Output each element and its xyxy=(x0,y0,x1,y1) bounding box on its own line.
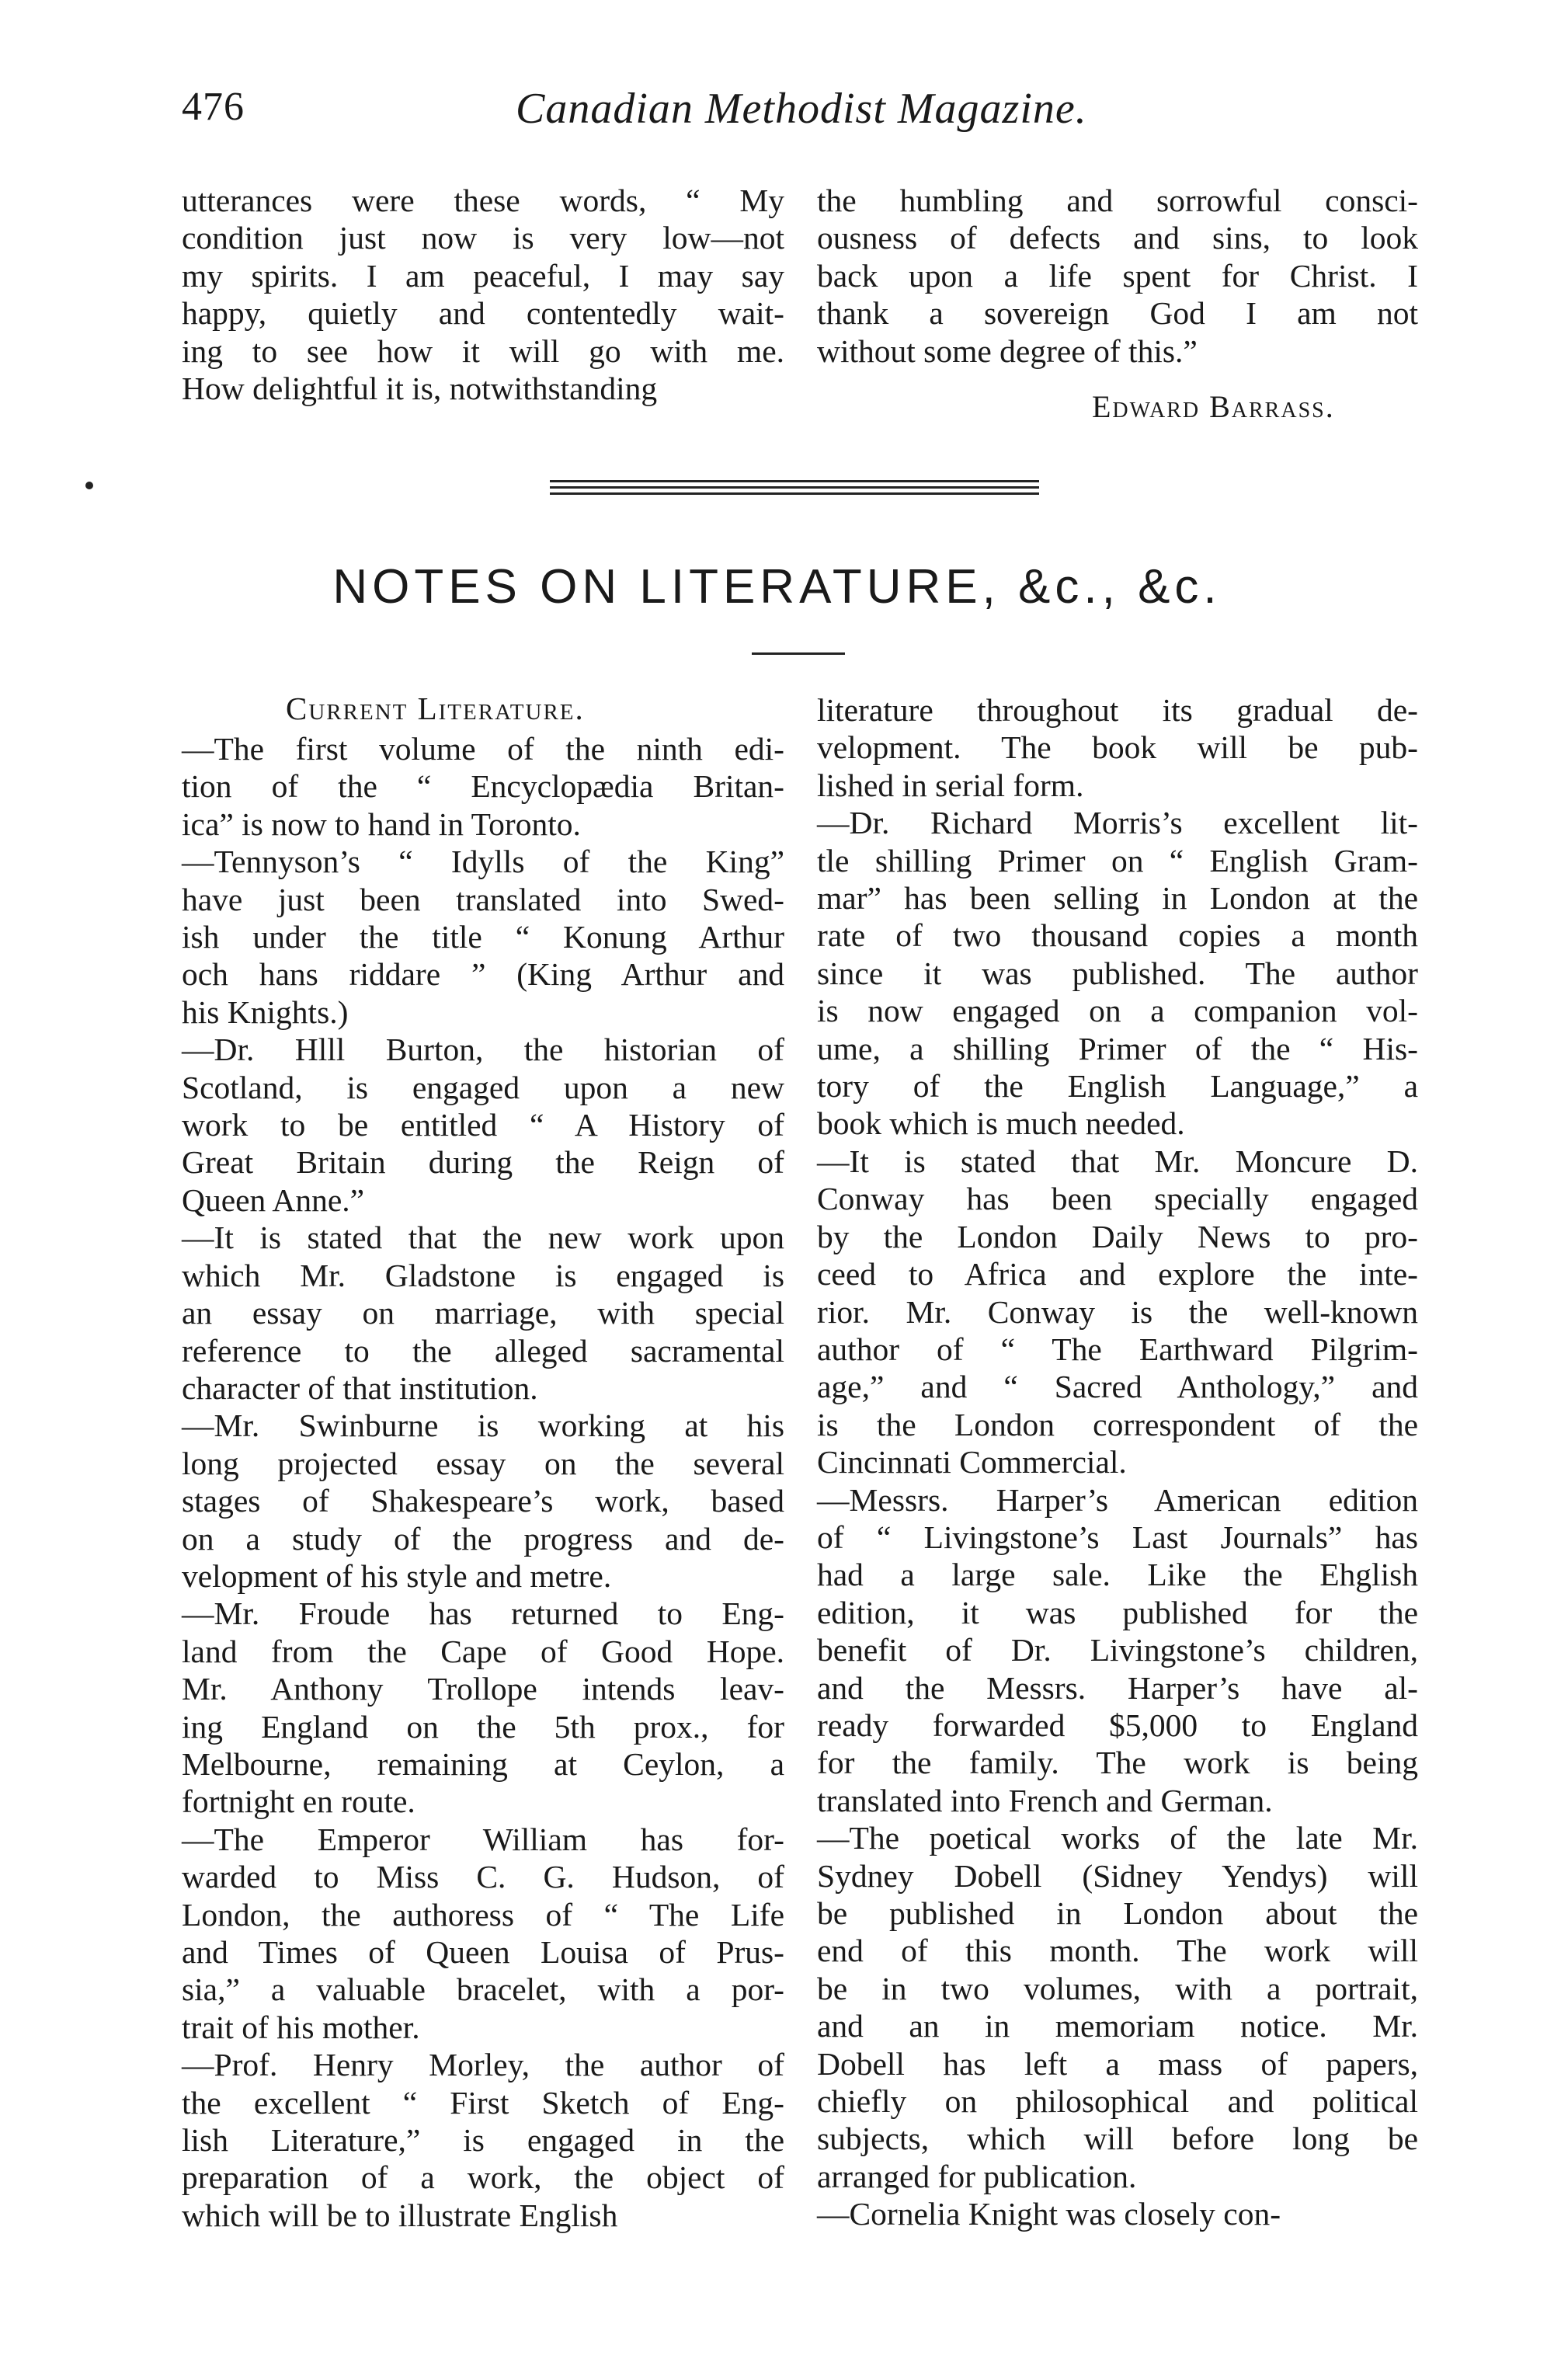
text-line: fortnight en route. xyxy=(182,1783,415,1820)
text-line: character of that institution. xyxy=(182,1369,538,1406)
text-line: subjects, which will before long be xyxy=(817,2121,1418,2157)
text-line: —It is stated that the new work upon xyxy=(182,1220,784,1256)
text-line: condition just now is very low—not xyxy=(182,220,784,256)
text-line: sia,” a valuable bracelet, with a por- xyxy=(182,1971,784,2008)
text-line: How delightful it is, notwithstanding xyxy=(182,371,658,407)
text-line: had a large sale. Like the Ehglish xyxy=(817,1557,1418,1593)
text-line: and an in memoriam notice. Mr. xyxy=(817,2008,1418,2044)
text-line: —It is stated that Mr. Moncure D. xyxy=(817,1143,1418,1179)
text-line: be in two volumes, with a portrait, xyxy=(817,1970,1418,2006)
running-head xyxy=(182,84,1424,146)
running-title: Canadian Methodist Magazine. xyxy=(516,85,1087,133)
text-line: is now engaged on a companion vol- xyxy=(817,993,1418,1029)
text-line: arranged for publication. xyxy=(817,2158,1137,2194)
text-line: the excellent “ First Sketch of Eng- xyxy=(182,2084,784,2121)
text-line: benefit of Dr. Livingstone’s children, xyxy=(817,1632,1418,1668)
text-line: Queen Anne.” xyxy=(182,1181,365,1218)
text-line: —The Emperor William has for- xyxy=(182,1821,784,1857)
text-line: stages of Shakespeare’s work, based xyxy=(182,1483,784,1519)
text-line: for the family. The work is being xyxy=(817,1745,1418,1781)
text-line: rate of two thousand copies a month xyxy=(817,917,1418,954)
text-line: —Dr. Hlll Burton, the historian of xyxy=(182,1032,784,1068)
text-line: ume, a shilling Primer of the “ His- xyxy=(817,1030,1418,1066)
text-line: —Messrs. Harper’s American edition xyxy=(817,1481,1418,1518)
text-line: be published in London about the xyxy=(817,1895,1418,1931)
text-line: reference to the alleged sacramental xyxy=(182,1332,784,1369)
text-line: lished in serial form. xyxy=(817,767,1084,803)
text-line: warded to Miss C. G. Hudson, of xyxy=(182,1859,784,1895)
text-line: translated into French and German. xyxy=(817,1782,1273,1818)
text-line: Cincinnati Commercial. xyxy=(817,1444,1127,1481)
text-line: work to be entitled “ A History of xyxy=(182,1107,784,1143)
text-line: ceed to Africa and explore the inte- xyxy=(817,1256,1418,1293)
section-subheading: Current Literature. xyxy=(286,691,585,726)
text-line: thank a sovereign God I am not xyxy=(817,295,1418,332)
text-line: tion of the “ Encyclopædia Britan- xyxy=(182,768,784,805)
text-line: —Cornelia Knight was closely con- xyxy=(817,2196,1281,2232)
text-line: tory of the English Language,” a xyxy=(817,1068,1418,1105)
text-line: Great Britain during the Reign of xyxy=(182,1144,784,1181)
signature: Edward Barrass. xyxy=(1092,389,1335,424)
text-line: is the London correspondent of the xyxy=(817,1406,1418,1442)
text-line: his Knights.) xyxy=(182,993,349,1030)
text-line: happy, quietly and contentedly wait- xyxy=(182,295,784,332)
page-number: 476 xyxy=(182,85,245,129)
text-line: author of “ The Earthward Pilgrim- xyxy=(817,1331,1418,1367)
text-line: —Dr. Richard Morris’s excellent lit- xyxy=(817,805,1418,841)
text-line: —The first volume of the ninth edi- xyxy=(182,731,784,767)
text-line: —Prof. Henry Morley, the author of xyxy=(182,2047,784,2083)
text-line: end of this month. The work will xyxy=(817,1933,1418,1969)
text-line: ousness of defects and sins, to look xyxy=(817,220,1418,256)
text-line: back upon a life spent for Christ. I xyxy=(817,257,1418,294)
text-line: velopment. The book will be pub- xyxy=(817,729,1418,766)
section-divider xyxy=(550,480,1039,499)
text-line: preparation of a work, the object of xyxy=(182,2159,784,2196)
text-line: Dobell has left a mass of papers, xyxy=(817,2045,1418,2082)
text-line: Melbourne, remaining at Ceylon, a xyxy=(182,1745,784,1782)
text-line: London, the authoress of “ The Life xyxy=(182,1896,784,1933)
text-line: ing England on the 5th prox., for xyxy=(182,1708,784,1745)
text-line: edition, it was published for the xyxy=(817,1594,1418,1630)
margin-dot xyxy=(85,482,93,489)
text-line: age,” and “ Sacred Anthology,” and xyxy=(817,1369,1418,1405)
text-line: of “ Livingstone’s Last Journals” has xyxy=(817,1519,1418,1555)
title-rule xyxy=(752,652,845,655)
text-line: since it was published. The author xyxy=(817,955,1418,991)
text-line: ing to see how it will go with me. xyxy=(182,332,784,369)
top-left-column xyxy=(182,182,784,407)
text-line: chiefly on philosophical and political xyxy=(817,2083,1418,2120)
text-line: utterances were these words, “ My xyxy=(182,183,784,218)
text-line: Conway has been specially engaged xyxy=(817,1181,1418,1217)
text-line: ish under the title “ Konung Arthur xyxy=(182,919,784,955)
text-line: have just been translated into Swed- xyxy=(182,881,784,917)
text-line: velopment of his style and metre. xyxy=(182,1557,612,1594)
text-line: mar” has been selling in London at the xyxy=(817,880,1418,917)
top-right-column xyxy=(817,182,1418,370)
section-title: NOTES ON LITERATURE, &c., &c. xyxy=(332,560,1222,614)
text-line: lish Literature,” is engaged in the xyxy=(182,2122,784,2159)
text-line: trait of his mother. xyxy=(182,2009,420,2045)
text-line: which Mr. Gladstone is engaged is xyxy=(182,1257,784,1293)
text-line: which will be to illustrate English xyxy=(182,2197,618,2233)
text-line: Mr. Anthony Trollope intends leav- xyxy=(182,1671,784,1707)
text-line: the humbling and sorrowful consci- xyxy=(817,183,1418,218)
text-line: ready forwarded $5,000 to England xyxy=(817,1707,1418,1743)
text-line: by the London Daily News to pro- xyxy=(817,1218,1418,1254)
text-line: —Mr. Swinburne is working at his xyxy=(182,1407,784,1444)
text-line: land from the Cape of Good Hope. xyxy=(182,1633,784,1669)
text-line: literature throughout its gradual de- xyxy=(817,692,1418,728)
text-line: —The poetical works of the late Mr. xyxy=(817,1820,1418,1856)
text-line: och hans riddare ” (King Arthur and xyxy=(182,956,784,993)
text-line: book which is much needed. xyxy=(817,1105,1185,1142)
text-line: and Times of Queen Louisa of Prus- xyxy=(182,1934,784,1970)
text-line: Scotland, is engaged upon a new xyxy=(182,1069,784,1105)
text-line: —Tennyson’s “ Idylls of the King” xyxy=(182,844,784,880)
text-line: on a study of the progress and de- xyxy=(182,1520,784,1557)
text-line: an essay on marriage, with special xyxy=(182,1295,784,1331)
right-column xyxy=(817,691,1418,2233)
text-line: and the Messrs. Harper’s have al- xyxy=(817,1669,1418,1706)
text-line: ica” is now to hand in Toronto. xyxy=(182,806,581,842)
text-line: —Mr. Froude has returned to Eng- xyxy=(182,1595,784,1632)
text-line: Sydney Dobell (Sidney Yendys) will xyxy=(817,1857,1418,1894)
left-column xyxy=(182,730,784,2234)
text-line: my spirits. I am peaceful, I may say xyxy=(182,257,784,294)
text-line: rior. Mr. Conway is the well-known xyxy=(817,1293,1418,1330)
text-line: tle shilling Primer on “ English Gram- xyxy=(817,842,1418,879)
text-line: long projected essay on the several xyxy=(182,1445,784,1481)
text-line: without some degree of this.” xyxy=(817,332,1198,369)
